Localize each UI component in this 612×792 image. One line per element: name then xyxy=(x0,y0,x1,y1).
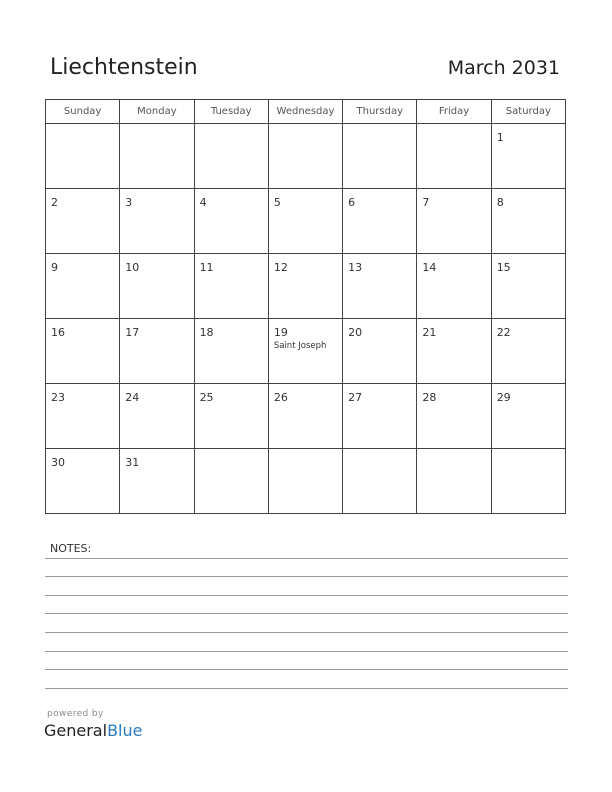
day-cell xyxy=(194,189,268,254)
day-cell xyxy=(120,189,194,254)
empty-day-cell xyxy=(417,449,491,514)
day-number: 28 xyxy=(422,391,437,404)
day-cell xyxy=(120,319,194,384)
empty-day-cell xyxy=(268,124,342,189)
empty-day-cell xyxy=(268,449,342,514)
day-cell xyxy=(491,319,565,384)
calendar-week-row xyxy=(46,254,566,319)
day-cell xyxy=(491,384,565,449)
note-line xyxy=(45,595,568,596)
weekday-wednesday: Wednesday xyxy=(268,100,342,124)
weekday-header-row xyxy=(46,100,566,124)
day-number: 12 xyxy=(273,261,288,274)
brand-blue-text: Blue xyxy=(107,721,143,740)
day-number: 31 xyxy=(125,456,140,469)
empty-day-cell xyxy=(120,124,194,189)
day-cell xyxy=(120,384,194,449)
weekday-saturday: Saturday xyxy=(491,100,565,124)
day-number: 30 xyxy=(51,456,65,469)
day-cell xyxy=(417,319,491,384)
weekday-tuesday: Tuesday xyxy=(194,100,268,124)
day-cell xyxy=(343,189,417,254)
day-cell xyxy=(268,319,342,384)
day-number: 22 xyxy=(496,326,511,339)
note-line xyxy=(45,576,568,577)
day-number: 5 xyxy=(273,196,281,209)
note-line xyxy=(45,688,568,689)
day-cell xyxy=(343,384,417,449)
day-cell xyxy=(268,384,342,449)
calendar-grid xyxy=(45,99,566,514)
day-cell xyxy=(417,384,491,449)
calendar-week-row xyxy=(46,189,566,254)
day-number: 7 xyxy=(422,196,430,209)
day-cell xyxy=(268,189,342,254)
empty-day-cell xyxy=(491,449,565,514)
day-number: 25 xyxy=(199,391,214,404)
empty-day-cell xyxy=(194,449,268,514)
powered-by-text: powered by xyxy=(47,709,104,719)
day-number: 16 xyxy=(51,326,65,339)
day-cell xyxy=(120,449,194,514)
weekday-thursday: Thursday xyxy=(343,100,417,124)
day-cell xyxy=(343,319,417,384)
empty-day-cell xyxy=(46,124,120,189)
calendar-week-row xyxy=(46,319,566,384)
day-cell xyxy=(417,189,491,254)
day-number: 14 xyxy=(422,261,437,274)
day-cell xyxy=(268,254,342,319)
day-cell xyxy=(194,254,268,319)
day-cell xyxy=(46,189,120,254)
day-number: 24 xyxy=(125,391,140,404)
weekday-sunday: Sunday xyxy=(46,100,120,124)
holiday-label: Saint Joseph xyxy=(273,341,327,351)
weekday-monday: Monday xyxy=(120,100,194,124)
brand-general-text: General xyxy=(44,721,108,740)
calendar-country-title: Liechtenstein xyxy=(50,55,198,80)
day-number: 27 xyxy=(348,391,363,404)
calendar-week-row xyxy=(46,449,566,514)
day-cell xyxy=(194,384,268,449)
day-number: 20 xyxy=(348,326,363,339)
day-cell xyxy=(46,319,120,384)
day-number: 2 xyxy=(51,196,58,209)
day-number: 15 xyxy=(496,261,511,274)
day-number: 26 xyxy=(273,391,288,404)
note-line xyxy=(45,613,568,614)
notes-label: NOTES: xyxy=(50,542,92,555)
day-number: 11 xyxy=(199,261,214,274)
calendar-week-row xyxy=(46,124,566,189)
day-cell xyxy=(120,254,194,319)
day-number: 6 xyxy=(348,196,356,209)
day-cell xyxy=(417,254,491,319)
day-number: 17 xyxy=(125,326,140,339)
empty-day-cell xyxy=(343,449,417,514)
empty-day-cell xyxy=(194,124,268,189)
day-number: 18 xyxy=(199,326,214,339)
day-number: 19 xyxy=(273,326,288,339)
day-cell xyxy=(491,124,565,189)
day-number: 21 xyxy=(422,326,437,339)
day-number: 23 xyxy=(51,391,65,404)
day-cell xyxy=(491,189,565,254)
day-cell xyxy=(343,254,417,319)
day-number: 10 xyxy=(125,261,140,274)
empty-day-cell xyxy=(417,124,491,189)
note-line xyxy=(45,651,568,652)
note-line xyxy=(45,669,568,670)
day-cell xyxy=(46,384,120,449)
generalblue-logo[interactable] xyxy=(44,721,142,740)
day-cell xyxy=(491,254,565,319)
day-cell xyxy=(194,319,268,384)
note-line xyxy=(45,632,568,633)
day-cell xyxy=(46,449,120,514)
day-number: 1 xyxy=(496,131,504,144)
empty-day-cell xyxy=(343,124,417,189)
day-number: 9 xyxy=(51,261,58,274)
day-cell xyxy=(46,254,120,319)
weekday-friday: Friday xyxy=(417,100,491,124)
day-number: 13 xyxy=(348,261,363,274)
day-number: 4 xyxy=(199,196,207,209)
day-number: 29 xyxy=(496,391,511,404)
day-number: 3 xyxy=(125,196,133,209)
day-number: 8 xyxy=(496,196,504,209)
calendar-week-row xyxy=(46,384,566,449)
note-line xyxy=(45,558,568,559)
calendar-month-title: March 2031 xyxy=(447,57,560,79)
